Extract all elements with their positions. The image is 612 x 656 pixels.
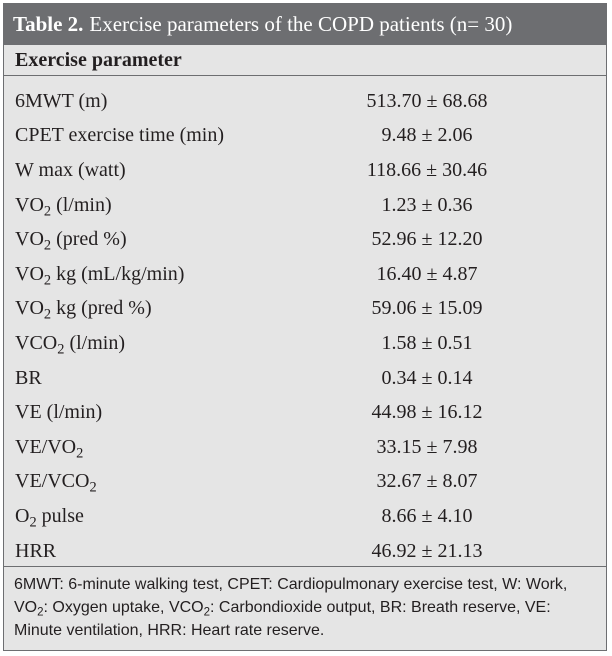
text-run: W max (watt) xyxy=(15,158,126,181)
subscript-text: 2 xyxy=(76,445,84,462)
text-run: pulse xyxy=(36,504,84,527)
text-run: VE/VO xyxy=(15,435,77,458)
parameter-cell xyxy=(4,331,342,358)
subscript-text: 2 xyxy=(89,479,97,496)
table-row xyxy=(4,326,606,361)
subscript-text: 2 xyxy=(203,606,211,619)
value-cell: 44.98 ± 16.12 xyxy=(371,401,483,424)
parameter-cell xyxy=(4,194,342,217)
table-row xyxy=(4,499,606,534)
exercise-parameters-table xyxy=(3,3,607,651)
parameter-cell xyxy=(4,297,342,323)
parameter-cell xyxy=(4,90,342,113)
table-column-header: Exercise parameter xyxy=(4,45,606,76)
parameter-cell xyxy=(4,540,342,563)
value-cell: 1.23 ± 0.36 xyxy=(381,193,473,216)
value-cell: 118.66 ± 30.46 xyxy=(366,158,488,181)
value-cell: 46.92 ± 21.13 xyxy=(371,539,483,562)
text-run: : Oxygen uptake, VCO xyxy=(43,599,204,616)
value-cell: 8.66 ± 4.10 xyxy=(381,504,473,527)
table-row xyxy=(4,84,606,119)
value-cell: 1.58 ± 0.51 xyxy=(381,331,473,354)
text-run: (l/min) xyxy=(51,193,112,216)
table-footnote xyxy=(4,566,606,650)
table-row xyxy=(4,119,606,154)
value-cell: 513.70 ± 68.68 xyxy=(366,89,488,112)
subscript-text: 2 xyxy=(57,341,65,358)
text-run: HRR xyxy=(15,539,57,562)
text-run: 6MWT: 6-minute walking test, CPET: Cardiopulmonary exercise test, W: Work, VO xyxy=(14,576,568,616)
table-row xyxy=(4,257,606,292)
text-run: VO xyxy=(15,297,44,320)
text-run: VO xyxy=(15,262,44,285)
subscript-text: 2 xyxy=(29,514,37,531)
subscript-text: 2 xyxy=(43,272,52,289)
table-caption xyxy=(4,4,606,45)
table-row xyxy=(4,153,606,188)
parameter-cell xyxy=(4,401,342,424)
text-run: CPET exercise time (min) xyxy=(15,124,225,147)
text-run: (pred %) xyxy=(51,228,127,251)
parameter-cell xyxy=(4,159,342,182)
table-row xyxy=(4,188,606,223)
value-cell: 33.15 ± 7.98 xyxy=(376,435,478,458)
subscript-text: 2 xyxy=(43,306,52,323)
parameter-cell xyxy=(4,262,342,289)
value-cell: 0.34 ± 0.14 xyxy=(381,366,473,389)
parameter-cell xyxy=(4,470,342,496)
table-caption-label: Table 2. xyxy=(13,12,84,36)
table-row xyxy=(4,361,606,396)
parameter-cell xyxy=(4,504,342,531)
table-row xyxy=(4,222,606,257)
text-run: : Carbondioxide output, BR: Breath reserve, VE: Minute ventilation, HRR: Heart rate reserve. xyxy=(14,599,551,639)
value-cell: 32.67 ± 8.07 xyxy=(376,470,478,493)
text-run: (l/min) xyxy=(64,331,125,354)
value-cell: 59.06 ± 15.09 xyxy=(371,297,483,320)
parameter-cell xyxy=(4,228,342,254)
text-run: VO xyxy=(15,228,44,251)
table-row xyxy=(4,465,606,500)
text-run: VE (l/min) xyxy=(15,401,103,424)
table-row xyxy=(4,395,606,430)
text-run: 6MWT (m) xyxy=(15,89,108,112)
text-run: VCO xyxy=(15,331,58,354)
value-cell: 9.48 ± 2.06 xyxy=(381,124,473,147)
parameter-cell xyxy=(4,124,342,147)
subscript-text: 2 xyxy=(43,237,52,254)
text-run: BR xyxy=(15,366,42,389)
value-cell: 52.96 ± 12.20 xyxy=(371,228,483,251)
table-body xyxy=(4,84,606,568)
table-row xyxy=(4,534,606,569)
parameter-cell xyxy=(4,367,342,390)
text-run: VO xyxy=(15,193,44,216)
table-row xyxy=(4,430,606,465)
subscript-text: 2 xyxy=(43,202,52,219)
table-caption-text: Exercise parameters of the COPD patients (n= 30) xyxy=(89,12,513,36)
text-run: VE/VCO xyxy=(15,470,90,493)
value-cell: 16.40 ± 4.87 xyxy=(376,262,478,285)
text-run: O xyxy=(15,504,30,527)
subscript-text: 2 xyxy=(37,606,44,619)
table-row xyxy=(4,292,606,327)
text-run: kg (mL/kg/min) xyxy=(51,262,185,285)
parameter-cell xyxy=(4,435,342,462)
text-run: kg (pred %) xyxy=(51,297,152,320)
